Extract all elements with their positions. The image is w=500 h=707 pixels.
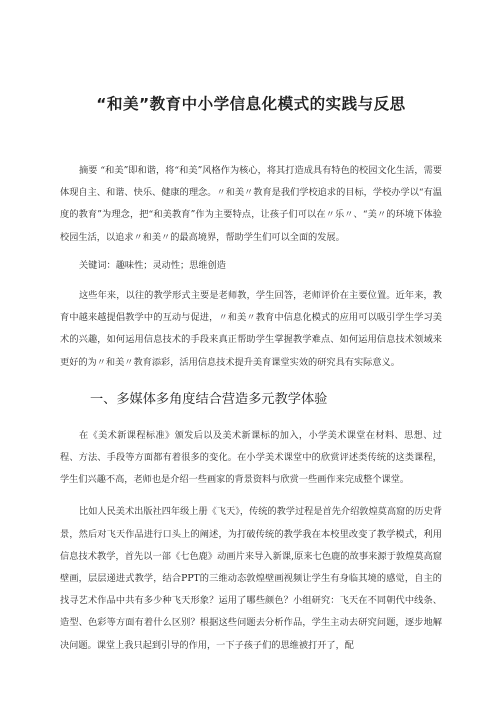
abstract-paragraph: 摘要 “和美”即和谐，将“和美”风格作为核心，将其打造成具有特色的校园文化生活，需要体现自主、和谐、快乐、健康的理念。〃和美〃教育是我们学校追求的目标，学校办学以“有温度的教育”为理念，把“和美教育”作为主要特点，让孩子们可以在〃乐〃、“美〃的环境下体验校园生活，以追求〃和美〃的最高境界，帮助学生们可以全面的发展。	[60, 165, 442, 243]
document-title: “和美”教育中小学信息化模式的实践与反思	[96, 95, 406, 113]
intro-paragraph: 这些年来，以往的教学形式主要是老师教，学生回答，老师评价在主要位置。近年来，教育中越来越提倡教学中的互动与促进，〃和美〃教育中信息化模式的应用可以吸引学生学习美术的兴趣，如何运用信息技术的手段来真正帮助学生掌握教学难点、如何运用信息技术领域来更好的为〃和美〃教育添彩，活用信息技术提升美育课堂实效的研究具有实际意义。	[60, 290, 442, 368]
keywords-line: 关键词：趣味性；灵动性；思维创造	[79, 259, 226, 271]
body-paragraph-2: 比如人民美术出版社四年级上册《飞天》，传统的教学过程是首先介绍敦煌莫高窟的历史背景，然后对飞天作品进行口头上的阐述，为打破传统的教学我在本校里改变了教学模式，利用信息技术教学，首先以一部《七色鹿》动画片来导入新课,原来七色鹿的故事来源于敦煌莫高窟壁画，层层递进式教学，结合PPT的三维动态敦煌壁画视频让学生有身临其境的感觉，自主的找寻艺术作品中共有多少种飞天形象？运用了哪些颜色？小组研究：飞天在不同朝代中线条、造型、色彩等方面有着什么区别？根据这些问题去分析作品，学生主动去研究问题，逐步地解决问题。课堂上我只起到引导的作用，一下子孩子们的思维被打开了，配	[60, 506, 442, 651]
body-paragraph-1: 在《美术新课程标准》颁发后以及美术新课标的加入，小学美术课堂在材料、思想、过程、方法、手段等方面都有着很多的变化。在小学美术课堂中的欣赏评述类传统的这类课程，学生们兴趣不高，老师也是介绍一些画家的背景资料与欣赏一些画作来完成整个课堂。	[60, 429, 442, 486]
section-heading: 一、多媒体多角度结合营造多元教学体验	[90, 391, 328, 407]
